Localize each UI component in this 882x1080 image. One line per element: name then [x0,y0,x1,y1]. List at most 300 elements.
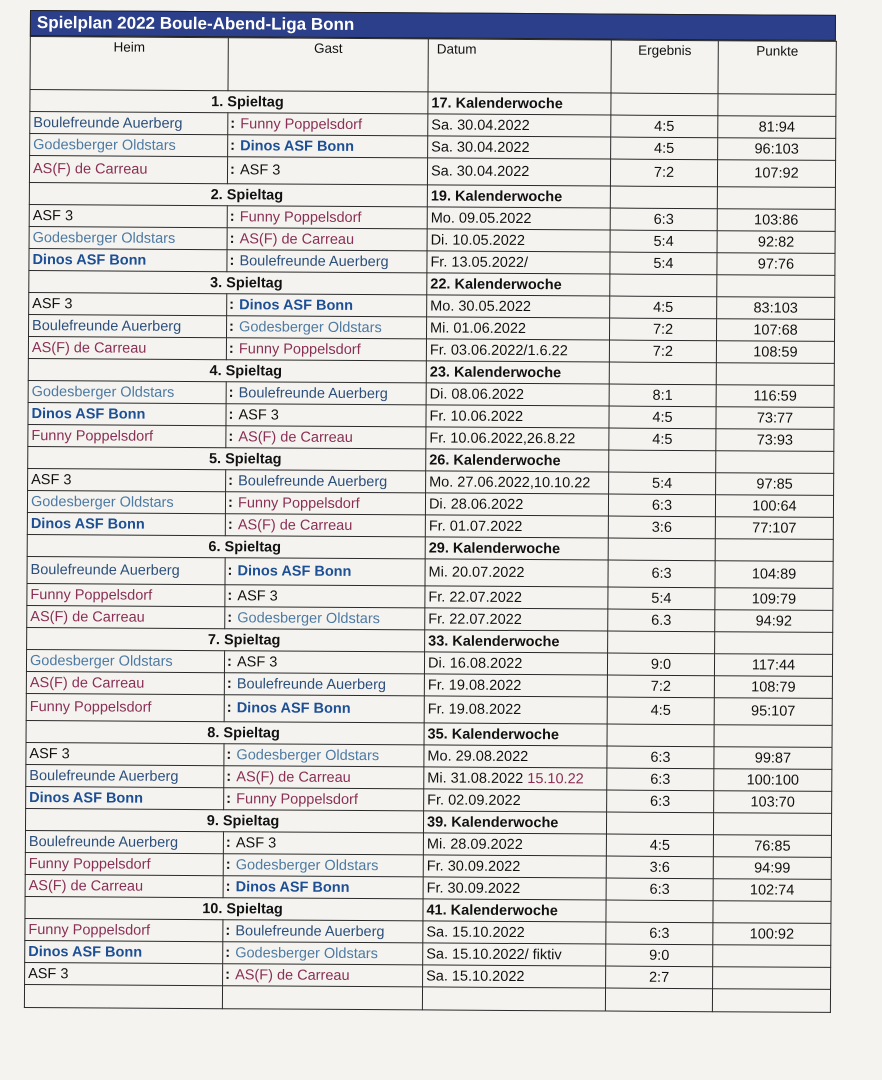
guest-team-name: ASF 3 [235,834,277,852]
guest-team [225,514,425,537]
match-result: 9:0 [606,944,713,967]
matchday-week: 35. Kalenderwoche [424,723,607,746]
match-date-text: Fr. 19.08.2022 [427,701,522,719]
home-team [26,764,224,787]
home-team-name: Funny Poppelsdorf [28,855,151,873]
home-team-name: AS(F) de Carreau [32,161,148,178]
guest-team [227,228,427,251]
matchday-label: 9. Spieltag [25,808,423,832]
guest-team-name: AS(F) de Carreau [236,768,351,786]
match-date [425,608,608,631]
match-points: 107:68 [716,319,834,342]
empty-cell [422,987,605,1011]
matchday-label: 6. Spieltag [27,534,425,558]
home-team [25,940,223,963]
match-date [428,136,611,159]
match-date-text: Sa. 15.10.2022/ fiktiv [426,945,562,963]
empty-cell [715,539,833,562]
home-team-name: ASF 3 [31,471,72,488]
home-team-name: Boulefreunde Auerberg [28,833,179,851]
matchday-week: 19. Kalenderwoche [427,185,610,208]
match-result: 7:2 [607,675,714,698]
vs-separator: : [229,230,235,247]
vs-separator: : [230,115,236,132]
guest-team-name: AS(F) de Carreau [237,516,353,534]
guest-team-name: Boulefreunde Auerberg [238,472,388,490]
vs-separator: : [230,137,236,154]
match-date-text: Fr. 22.07.2022 [428,588,522,606]
match-date-text: Fr. 10.06.2022,26.8.22 [429,429,576,447]
match-points: 95:107 [714,698,832,726]
match-date [427,295,610,318]
match-points: 94:92 [715,610,833,633]
match-result: 4:5 [611,137,718,160]
home-team [25,962,223,985]
match-result: 4:5 [611,115,718,138]
vs-separator: : [229,318,234,335]
matchday-week: 41. Kalenderwoche [423,899,606,922]
home-team-name: Dinos ASF Bonn [31,405,146,423]
home-team-name: Boulefreunde Auerberg [30,562,180,579]
match-date-text: Fr. 30.09.2022 [426,879,521,897]
match-result: 6:3 [608,560,715,588]
guest-team [224,695,424,723]
empty-cell [610,274,717,297]
home-team-name: Dinos ASF Bonn [28,943,143,961]
vs-separator: : [225,922,231,939]
match-result: 7:2 [610,159,717,187]
match-points: 108:59 [716,341,834,364]
vs-separator: : [226,790,232,807]
matchday-week: 29. Kalenderwoche [425,537,608,560]
empty-cell [608,538,715,561]
guest-team-name: Dinos ASF Bonn [240,137,355,155]
empty-cell [715,632,833,655]
home-team-name: Funny Poppelsdorf [31,427,154,445]
home-team [28,424,226,447]
home-team [30,112,228,135]
home-team-name: Boulefreunde Auerberg [29,767,179,785]
match-result: 4:5 [607,697,714,725]
matchday-label: 2. Spieltag [29,182,427,206]
home-team-name: ASF 3 [32,295,73,312]
home-team-name: ASF 3 [28,965,69,982]
guest-team-name: Boulefreunde Auerberg [239,252,389,270]
matchday-week: 22. Kalenderwoche [427,273,610,296]
guest-team [223,832,423,855]
match-points: 100:100 [714,769,832,792]
match-date-text: Fr. 10.06.2022 [429,407,524,425]
match-result: 6:3 [608,494,715,517]
home-team-name: Dinos ASF Bonn [30,515,145,533]
guest-team-name: Dinos ASF Bonn [236,700,351,717]
empty-cell [716,363,834,386]
empty-cell [610,186,717,209]
home-team-name: Dinos ASF Bonn [32,251,147,269]
matchday-label: 4. Spieltag [28,358,426,382]
match-points [713,945,831,968]
vs-separator: : [228,340,234,357]
match-date [423,877,606,900]
match-points: 108:79 [714,676,832,699]
match-date [426,471,609,494]
match-date [426,383,609,406]
empty-cell [605,988,712,1012]
match-date-text: Sa. 30.04.2022 [431,138,530,156]
match-date-text: Sa. 15.10.2022 [426,967,525,985]
vs-separator: : [225,834,231,851]
page-title: Spielplan 2022 Boule-Abend-Liga Bonn [30,10,836,41]
match-points [713,967,831,990]
guest-team-name: Funny Poppelsdorf [240,115,363,133]
match-points: 97:85 [716,473,834,496]
guest-team [227,316,427,339]
match-result: 4:5 [606,834,713,857]
home-team-name: Boulefreunde Auerberg [32,317,182,335]
match-result: 4:5 [609,428,716,451]
home-team [25,874,223,897]
match-result: 5:4 [610,230,717,253]
guest-team-name: Dinos ASF Bonn [239,296,354,314]
match-result: 3:6 [608,516,715,539]
schedule-table [24,36,837,1013]
home-team [29,156,227,184]
empty-cell [716,451,834,474]
home-team [26,693,224,721]
match-date [427,207,610,230]
match-date [424,696,607,724]
match-result: 5:4 [609,472,716,495]
guest-team [225,585,425,608]
match-result: 6.3 [608,609,715,632]
home-team [27,583,225,606]
vs-separator: : [229,161,235,178]
home-team-name: Funny Poppelsdorf [28,921,151,939]
match-date-text: Mo. 27.06.2022,10.10.22 [429,473,591,491]
vs-separator: : [225,878,231,895]
empty-cell [24,984,222,1008]
match-date-text: Mi. 01.06.2022 [430,319,527,337]
guest-team [223,964,423,987]
guest-team-name: ASF 3 [236,653,278,671]
guest-team [223,876,423,899]
match-points: 104:89 [715,561,833,589]
guest-team [224,788,424,811]
guest-team [226,382,426,405]
match-date-text: Mo. 30.05.2022 [430,297,532,315]
match-date [425,515,608,538]
guest-team-name: AS(F) de Carreau [235,966,350,984]
guest-team-name: Funny Poppelsdorf [239,208,362,226]
vs-separator: : [226,746,232,763]
home-team-name: Funny Poppelsdorf [30,586,153,604]
empty-cell [608,631,715,654]
home-team-name: Godesberger Oldstars [29,652,173,670]
match-result: 6:3 [606,878,713,901]
match-result: 7:2 [609,340,716,363]
match-date [424,652,607,675]
header-ergebnis: Ergebnis [611,40,718,94]
match-points: 96:103 [718,138,836,161]
match-date [426,405,609,428]
empty-cell [713,901,831,924]
match-date [423,965,606,988]
match-date [425,559,608,587]
home-team-name: AS(F) de Carreau [28,877,144,895]
vs-separator: : [227,587,233,604]
home-team-name: AS(F) de Carreau [30,608,145,626]
match-result: 8:1 [609,384,716,407]
vs-separator: : [228,472,234,489]
home-team [26,742,224,765]
guest-team-name: Boulefreunde Auerberg [236,675,387,693]
match-date-text: Fr. 02.09.2022 [427,791,521,809]
vs-separator: : [227,516,233,533]
match-date [426,317,609,340]
guest-team-name: AS(F) de Carreau [239,230,355,248]
empty-cell [611,93,718,116]
match-date [423,855,606,878]
match-date-text: Mi. 28.09.2022 [426,835,523,853]
home-team-name: Godesberger Oldstars [33,136,176,154]
match-points: 103:86 [717,209,835,232]
vs-separator: : [226,675,232,692]
empty-cell [222,986,422,1010]
schedule-sheet [24,10,836,1013]
match-points: 97:76 [717,253,835,276]
matchday-week: 23. Kalenderwoche [426,361,609,384]
empty-cell [714,725,832,748]
match-date-text: Di. 10.05.2022 [430,231,525,249]
vs-separator: : [229,252,235,269]
home-team-name: Godesberger Oldstars [30,493,174,511]
home-team-name: Dinos ASF Bonn [29,789,144,807]
match-date-text: Fr. 30.09.2022 [426,857,521,875]
empty-cell [609,450,716,473]
guest-team-name: ASF 3 [238,406,279,424]
vs-separator: : [227,609,233,626]
empty-cell [609,362,716,385]
guest-team-name: Godesberger Oldstars [237,609,380,627]
home-team [25,852,223,875]
match-date [427,158,610,186]
vs-separator: : [228,406,234,423]
match-points: 117:44 [714,654,832,677]
match-date-text: Sa. 30.04.2022 [431,116,530,134]
match-date [426,427,609,450]
matchday-label: 8. Spieltag [26,720,424,744]
guest-team [224,744,424,767]
match-row [29,156,835,188]
match-points: 103:70 [714,791,832,814]
home-team [29,248,227,271]
home-team [26,671,224,694]
home-team-name: Boulefreunde Auerberg [33,114,183,132]
matchday-label: 5. Spieltag [28,446,426,470]
match-date [427,229,610,252]
home-team [25,830,223,853]
match-points: 92:82 [717,231,835,254]
guest-team-name: Godesberger Oldstars [239,318,382,336]
match-date [423,943,606,966]
match-date [428,114,611,137]
empty-cell [606,900,713,923]
vs-separator: : [225,966,231,983]
match-date-text: Sa. 15.10.2022 [426,923,525,941]
home-team [27,490,225,513]
guest-team [224,651,424,674]
match-date-text: Mo. 29.08.2022 [427,747,529,765]
matchday-week: 17. Kalenderwoche [428,92,611,115]
guest-team-name: Godesberger Oldstars [235,944,378,962]
match-points: 73:93 [716,429,834,452]
matchday-week: 39. Kalenderwoche [423,811,606,834]
guest-team [226,470,426,493]
guest-team-name: Funny Poppelsdorf [238,340,361,358]
home-team [27,556,225,584]
matchday-label: 7. Spieltag [27,627,425,651]
match-result: 6:3 [607,746,714,769]
match-result: 5:4 [610,252,717,275]
match-points: 77:107 [715,517,833,540]
match-result: 6:3 [607,790,714,813]
match-date-text: Fr. 19.08.2022 [427,676,522,694]
home-team [26,649,224,672]
home-team [29,204,227,227]
guest-team-name: Funny Poppelsdorf [236,790,358,808]
guest-team [226,404,426,427]
match-row [26,693,832,725]
home-team-name: AS(F) de Carreau [29,674,145,692]
match-result: 7:2 [609,318,716,341]
home-team [28,468,226,491]
guest-team-name: Funny Poppelsdorf [237,494,360,512]
home-team [29,314,227,337]
guest-team [227,294,427,317]
match-date [426,339,609,362]
home-team-name: ASF 3 [32,207,74,224]
guest-team [228,113,428,136]
empty-cell [717,275,835,298]
home-team [29,226,227,249]
guest-team [227,157,427,185]
match-points: 107:92 [717,160,835,188]
match-result: 4:5 [609,406,716,429]
match-date [424,745,607,768]
match-date-text: Fr. 01.07.2022 [428,517,523,535]
empty-cell [717,187,835,210]
guest-team [225,492,425,515]
home-team-name: Godesberger Oldstars [32,229,176,247]
matchday-label: 3. Spieltag [29,270,427,294]
empty-cell [713,813,831,836]
guest-team [226,426,426,449]
matchday-label: 10. Spieltag [25,896,423,920]
match-result: 9:0 [607,653,714,676]
guest-team [223,854,423,877]
empty-cell [607,724,714,747]
guest-team [224,673,424,696]
vs-separator: : [229,296,235,313]
guest-team [223,942,423,965]
home-team [28,380,226,403]
vs-separator: : [228,384,234,401]
match-date-note: 15.10.22 [527,770,584,787]
guest-team-name: Dinos ASF Bonn [237,563,352,580]
schedule-body [24,37,836,1013]
guest-team [223,920,423,943]
match-points: 116:59 [716,385,834,408]
home-team [27,605,225,628]
guest-team [227,206,427,229]
match-date-text: Mi. 31.08.2022 [427,769,524,787]
guest-team-name: ASF 3 [239,162,281,179]
match-date [425,493,608,516]
home-team [26,786,224,809]
vs-separator: : [226,768,232,785]
guest-team [224,766,424,789]
match-date-text: Fr. 13.05.2022/ [430,253,529,271]
vs-separator: : [226,653,232,670]
home-team-name: Godesberger Oldstars [31,383,175,401]
matchday-week: 26. Kalenderwoche [426,449,609,472]
home-team [30,134,228,157]
match-points: 94:99 [713,857,831,880]
vs-separator: : [227,494,233,511]
match-date-text: Mi. 20.07.2022 [428,564,525,582]
empty-cell [712,989,830,1013]
header-punkte: Punkte [718,41,836,95]
match-points: 99:87 [714,747,832,770]
vs-separator: : [225,944,231,961]
header-row [30,37,836,95]
guest-team-name: ASF 3 [237,587,278,605]
match-result: 6:3 [610,208,717,231]
match-date-text: Di. 08.06.2022 [429,385,525,403]
match-date-text: Fr. 03.06.2022/1.6.22 [429,341,568,359]
guest-team-name: Dinos ASF Bonn [235,878,350,896]
home-team-name: AS(F) de Carreau [31,339,147,357]
match-points: 81:94 [718,116,836,139]
home-team-name: ASF 3 [29,745,70,762]
match-date [425,586,608,609]
header-gast: Gast [228,38,428,92]
home-team-name: Funny Poppelsdorf [29,699,152,716]
match-points: 100:92 [713,923,831,946]
vs-separator: : [229,208,235,225]
guest-team [225,558,425,586]
match-date [427,251,610,274]
match-date-text: Fr. 22.07.2022 [428,610,522,628]
match-points: 76:85 [713,835,831,858]
match-date [424,674,607,697]
empty-cell [718,94,836,117]
match-result: 6:3 [606,922,713,945]
match-date [424,789,607,812]
match-result: 3:6 [606,856,713,879]
match-date [424,767,607,790]
empty-cell [606,812,713,835]
home-team [28,336,226,359]
match-result: 5:4 [608,587,715,610]
match-date [423,921,606,944]
matchday-label: 1. Spieltag [30,90,428,114]
match-points: 109:79 [715,588,833,611]
match-points: 102:74 [713,879,831,902]
match-points: 73:77 [716,407,834,430]
home-team [29,292,227,315]
match-points: 83:103 [717,297,835,320]
